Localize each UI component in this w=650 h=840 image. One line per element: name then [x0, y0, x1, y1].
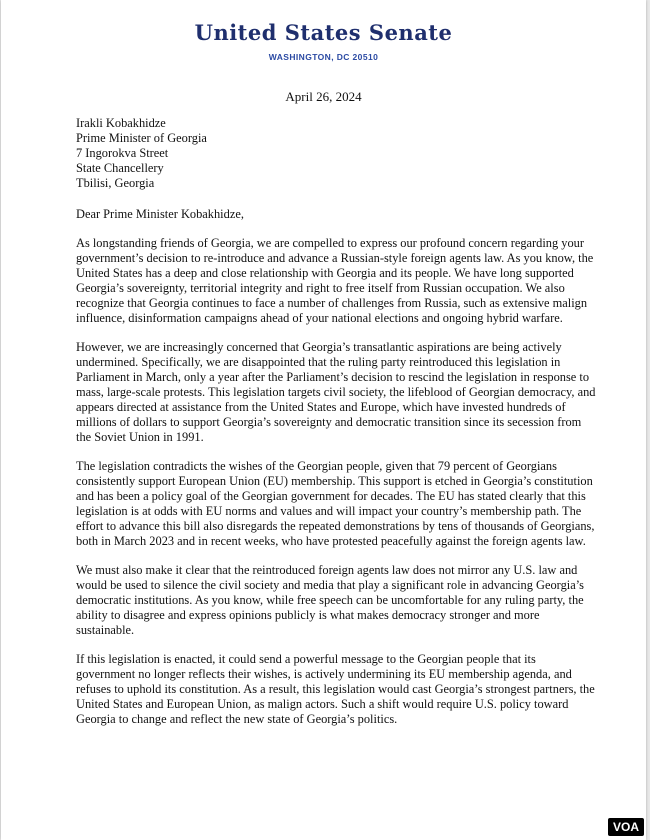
address-line: Tbilisi, Georgia: [76, 176, 155, 190]
letter-date: April 26, 2024: [285, 89, 362, 104]
paragraph-2: However, we are increasingly concerned that Georgia’s transatlantic aspirations are being actively undermined. Specifically, we are disappointed that the ruling party reintroduced this legislation in Parliament in March, only a year after the Parliament’s decision to rescind the legislation in response to mass, large-scale protests. This legislation targets civil society, the lifeblood of Georgian democracy, and appears directed at assistance from the United States and Europe, which have invested hundreds of millions of dollars to support Georgia’s sovereignty and democratic transition since its secession from the Soviet Union in 1991.: [76, 340, 596, 444]
address-line: State Chancellery: [76, 161, 164, 175]
paragraph-3: The legislation contradicts the wishes of the Georgian people, given that 79 percent of Georgians consistently support European Union (EU) membership. This support is etched in Georgia’s constitution and has been a policy goal of the Georgian government for decades. The EU has stated clearly that this legislation is at odds with EU norms and values and will impact your country’s membership path. The effort to advance this bill also disregards the repeated demonstrations by tens of thousands of Georgians, both in March 2023 and in recent weeks, who have protested peacefully against the foreign agents law.: [76, 459, 595, 548]
letter-page: [1, 0, 646, 840]
address-line: Prime Minister of Georgia: [76, 131, 207, 145]
letterhead-title: United States Senate: [194, 20, 453, 45]
paragraph-1: As longstanding friends of Georgia, we are compelled to express our profound concern regarding your government’s decision to re-introduce and advance a Russian-style foreign agents law. As you know, the United States has a deep and close relationship with Georgia and its people. We have long supported Georgia’s sovereignty, territorial integrity and right to free itself from Russian occupation. We also recognize that Georgia continues to face a number of challenges from Russia, such as extensive malign influence, disinformation campaigns ahead of your national elections and ongoing hybrid warfare.: [76, 236, 594, 325]
address-line: Irakli Kobakhidze: [76, 116, 166, 130]
voa-watermark-logo: VOA: [608, 818, 644, 836]
address-line: 7 Ingorokva Street: [76, 146, 169, 160]
letter-body: [76, 116, 596, 727]
recipient-address: [76, 116, 596, 191]
salutation: Dear Prime Minister Kobakhidze,: [76, 207, 244, 221]
paragraph-4: We must also make it clear that the reintroduced foreign agents law does not mirror any U.S. law and would be used to silence the civil society and media that play a significant role in advancing Georgia’s democratic institutions. As you know, while free speech can be uncomfortable for any ruling party, the ability to disagree and express opinions publicly is what makes democracy stronger and more sustainable.: [76, 563, 584, 637]
paragraph-5: If this legislation is enacted, it could send a powerful message to the Georgian people that its government no longer reflects their wishes, is actively undermining its EU membership agenda, and refuses to uphold its constitution. As a result, this legislation would cast Georgia’s strongest partners, the United States and European Union, as malign actors. Such a shift would require U.S. policy toward Georgia to change and reflect the new state of Georgia’s politics.: [76, 652, 595, 726]
letterhead-location: WASHINGTON, DC 20510: [268, 52, 379, 62]
